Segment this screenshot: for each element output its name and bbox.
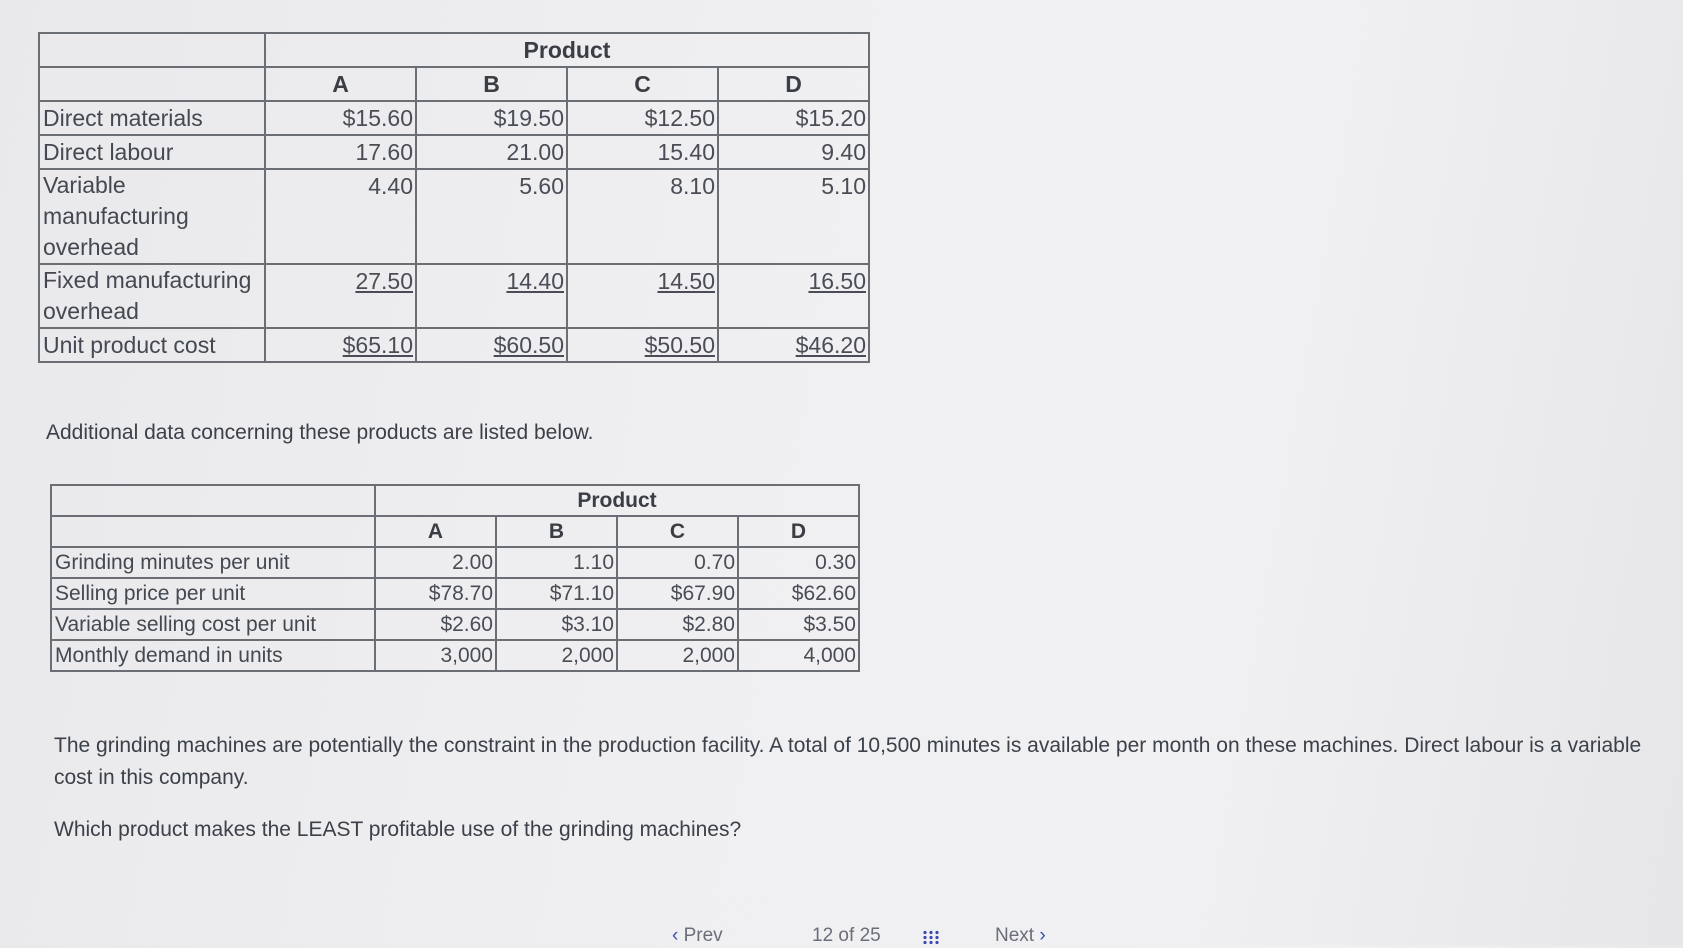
table-row (39, 101, 869, 135)
unit-cost-table (38, 32, 870, 363)
row-label: Variable selling cost per unit (51, 609, 375, 640)
table-row (51, 609, 859, 640)
table-row (39, 169, 869, 264)
column-header-c: C (567, 67, 718, 101)
chevron-right-icon: › (1039, 925, 1046, 945)
column-header-c: C (617, 516, 738, 547)
cell-value: $3.50 (738, 609, 859, 640)
cell-value: $71.10 (496, 578, 617, 609)
row-label: Selling price per unit (51, 578, 375, 609)
cell-value: $2.60 (375, 609, 496, 640)
product-group-header: Product (265, 33, 869, 67)
cell-value: 8.10 (567, 169, 718, 264)
question-text: Which product makes the LEAST profitable use of the grinding machines? (54, 818, 742, 841)
cell-value: $65.10 (265, 328, 416, 362)
blank-header-cell (39, 67, 265, 101)
column-header-d: D (718, 67, 869, 101)
cell-value: 9.40 (718, 135, 869, 169)
cell-value: 4.40 (265, 169, 416, 264)
cell-value: $15.20 (718, 101, 869, 135)
row-label: Fixed manufacturing overhead (39, 264, 265, 328)
column-header-d: D (738, 516, 859, 547)
problem-paragraph: The grinding machines are potentially the constraint in the production facility. A total of 10,500 minutes is available per month on these machines. Direct labour is a variable cost in this company. (54, 734, 1642, 789)
cell-value: 0.30 (738, 547, 859, 578)
table-row (51, 547, 859, 578)
cell-value: 1.10 (496, 547, 617, 578)
row-label: Direct materials (39, 101, 265, 135)
cell-value: $50.50 (567, 328, 718, 362)
blank-header-cell (51, 516, 375, 547)
cell-value: 0.70 (617, 547, 738, 578)
cell-value: $67.90 (617, 578, 738, 609)
prev-label: Prev (683, 925, 723, 945)
cell-value: 5.10 (718, 169, 869, 264)
column-header-a: A (375, 516, 496, 547)
cell-value: $46.20 (718, 328, 869, 362)
cell-value: 14.50 (567, 264, 718, 328)
table-row (51, 640, 859, 671)
table-corner (39, 33, 265, 67)
cell-value: 5.60 (416, 169, 567, 264)
grid-icon (922, 930, 940, 944)
cell-value: $19.50 (416, 101, 567, 135)
cell-value: 3,000 (375, 640, 496, 671)
row-label: Grinding minutes per unit (51, 547, 375, 578)
cell-value: $3.10 (496, 609, 617, 640)
additional-data-table (50, 484, 860, 672)
chevron-left-icon: ‹ (672, 925, 679, 945)
next-button[interactable] (995, 925, 1046, 945)
table-row (39, 135, 869, 169)
page-indicator (812, 925, 881, 945)
row-label: Unit product cost (39, 328, 265, 362)
cell-value: 27.50 (265, 264, 416, 328)
next-label: Next (995, 925, 1035, 945)
cell-value: $78.70 (375, 578, 496, 609)
column-header-a: A (265, 67, 416, 101)
product-group-header: Product (375, 485, 859, 516)
page-total: 25 (859, 925, 881, 945)
row-label: Monthly demand in units (51, 640, 375, 671)
page-current: 12 (812, 925, 834, 945)
cell-value: $62.60 (738, 578, 859, 609)
cell-value: $60.50 (416, 328, 567, 362)
column-header-b: B (416, 67, 567, 101)
table-row (51, 578, 859, 609)
prev-button[interactable] (672, 925, 723, 945)
page-of: of (838, 925, 855, 945)
cell-value: 17.60 (265, 135, 416, 169)
cell-value: 2.00 (375, 547, 496, 578)
table-corner (51, 485, 375, 516)
cell-value: $12.50 (567, 101, 718, 135)
cell-value: 2,000 (617, 640, 738, 671)
table-row (39, 264, 869, 328)
question-grid-button[interactable] (922, 928, 940, 948)
table-row (39, 328, 869, 362)
cell-value: $2.80 (617, 609, 738, 640)
cell-value: 16.50 (718, 264, 869, 328)
cell-value: 15.40 (567, 135, 718, 169)
cell-value: 2,000 (496, 640, 617, 671)
cell-value: $15.60 (265, 101, 416, 135)
row-label: Direct labour (39, 135, 265, 169)
cell-value: 14.40 (416, 264, 567, 328)
cell-value: 4,000 (738, 640, 859, 671)
cell-value: 21.00 (416, 135, 567, 169)
intro-text: Additional data concerning these products are listed below. (46, 421, 594, 444)
column-header-b: B (496, 516, 617, 547)
row-label: Variable manufacturing overhead (39, 169, 265, 264)
